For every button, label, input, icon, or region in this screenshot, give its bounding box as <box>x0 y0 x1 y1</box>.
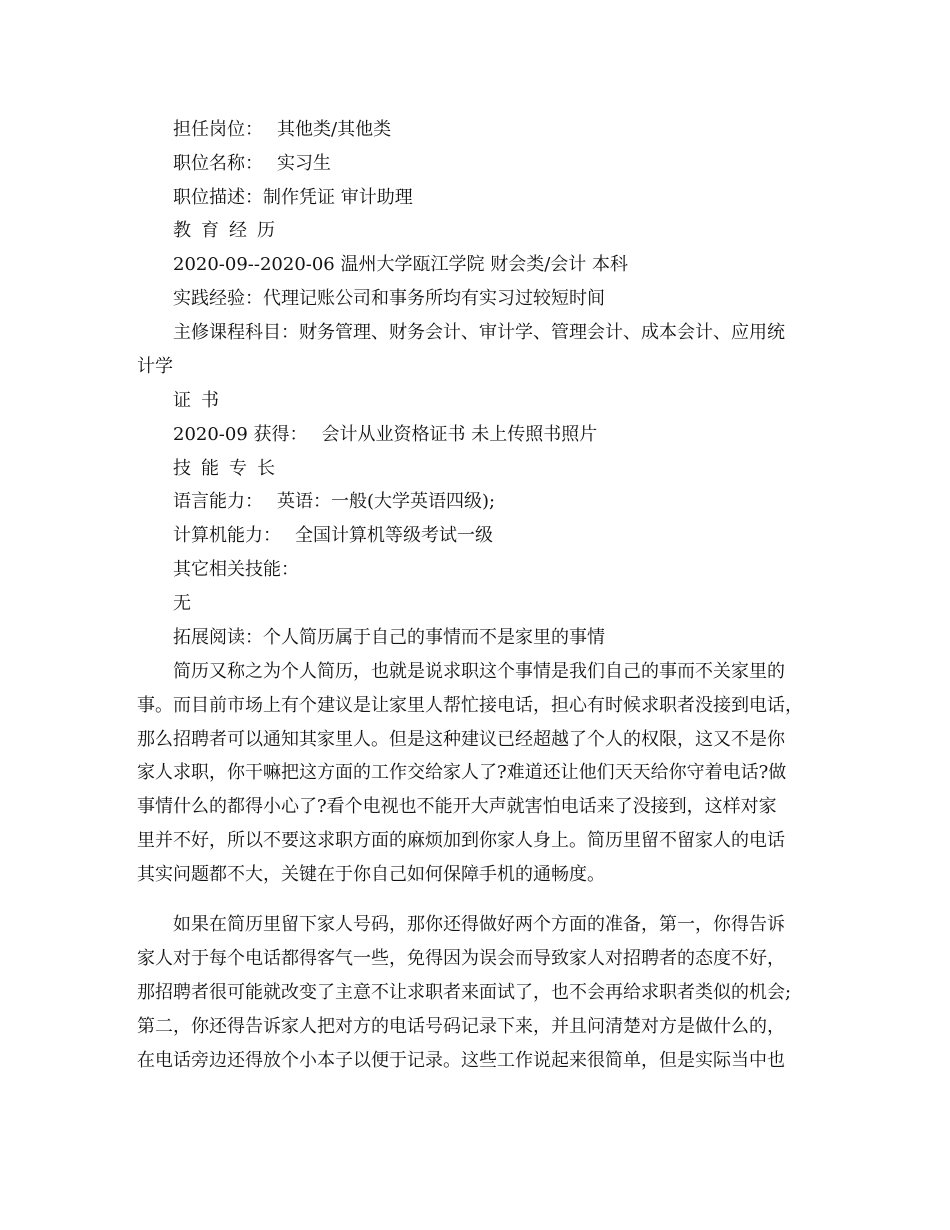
other-skills-label: 其它相关技能： <box>173 559 299 580</box>
para1-line: 家人求职，你干嘛把这方面的工作交给家人了?难道还让他们天天给你守着电话?做 <box>137 762 787 783</box>
skills-heading: 技能专长 <box>173 458 285 479</box>
courses-line-2: 计学 <box>137 356 173 377</box>
computer-line <box>137 524 853 548</box>
courses-line-1: 主修课程科目：财务管理、财务会计、审计学、管理会计、成本会计、应用统 <box>173 322 785 343</box>
para2-line: 如果在简历里留下家人号码，那你还得做好两个方面的准备，第一，你得告诉 <box>173 914 785 935</box>
para2-line: 那招聘者很可能就改变了主意不让求职者来面试了，也不会再给求职者类似的机会; <box>137 982 792 1003</box>
practice-line <box>137 287 853 311</box>
para2-line: 家人对于每个电话都得客气一些，免得因为误会而导致家人对招聘者的态度不好， <box>137 948 785 969</box>
cert-entry <box>137 423 853 447</box>
para1-line: 里并不好，所以不要这求职方面的麻烦加到你家人身上。简历里留不留家人的电话 <box>137 830 785 851</box>
para2-line: 第二，你还得告诉家人把对方的电话号码记录下来，并且问清楚对方是做什么的， <box>137 1016 785 1037</box>
job-post-value: 其他类/其他类 <box>277 119 392 140</box>
language-label: 语言能力： <box>173 491 263 512</box>
job-desc-line <box>137 186 853 210</box>
job-desc-label: 职位描述： <box>173 187 263 208</box>
job-title-value: 实习生 <box>277 153 331 174</box>
para1-line: 那么招聘者可以通知其家里人。但是这种建议已经超越了个人的权限，这又不是你 <box>137 729 785 750</box>
para1-line: 其实问题都不大，关键在于你自己如何保障手机的通畅度。 <box>137 864 605 885</box>
cert-date-label: 2020-09 获得： <box>173 424 308 445</box>
cert-heading: 证书 <box>173 390 229 411</box>
practice-label: 实践经验： <box>173 288 263 309</box>
language-value: 英语：一般(大学英语四级); <box>277 491 496 512</box>
education-heading: 教育经历 <box>173 220 285 241</box>
other-skills-value: 无 <box>173 593 191 614</box>
job-title-label: 职位名称： <box>173 153 263 174</box>
para1-line: 事。而目前市场上有个建议是让家里人帮忙接电话，担心有时候求职者没接到电话， <box>137 695 803 716</box>
cert-value: 会计从业资格证书 未上传照书照片 <box>321 424 598 445</box>
job-post-label: 担任岗位： <box>173 119 263 140</box>
job-post-line <box>137 118 853 142</box>
computer-label: 计算机能力： <box>173 525 281 546</box>
education-entry: 2020-09--2020-06 温州大学瓯江学院 财会类/会计 本科 <box>173 254 628 275</box>
computer-value: 全国计算机等级考试一级 <box>295 525 493 546</box>
para1-line: 事情什么的都得小心了?看个电视也不能开大声就害怕电话来了没接到，这样对家 <box>137 796 777 817</box>
job-desc-value: 制作凭证 审计助理 <box>263 187 413 208</box>
language-line <box>137 490 853 514</box>
para1-line: 简历又称之为个人简历，也就是说求职这个事情是我们自己的事而不关家里的 <box>173 661 785 682</box>
job-title-line <box>137 152 853 176</box>
para2-line: 在电话旁边还得放个小本子以便于记录。这些工作说起来很简单，但是实际当中也 <box>137 1050 785 1071</box>
practice-value: 代理记账公司和事务所均有实习过较短时间 <box>263 288 605 309</box>
article-title: 拓展阅读：个人简历属于自己的事情而不是家里的事情 <box>173 627 605 648</box>
